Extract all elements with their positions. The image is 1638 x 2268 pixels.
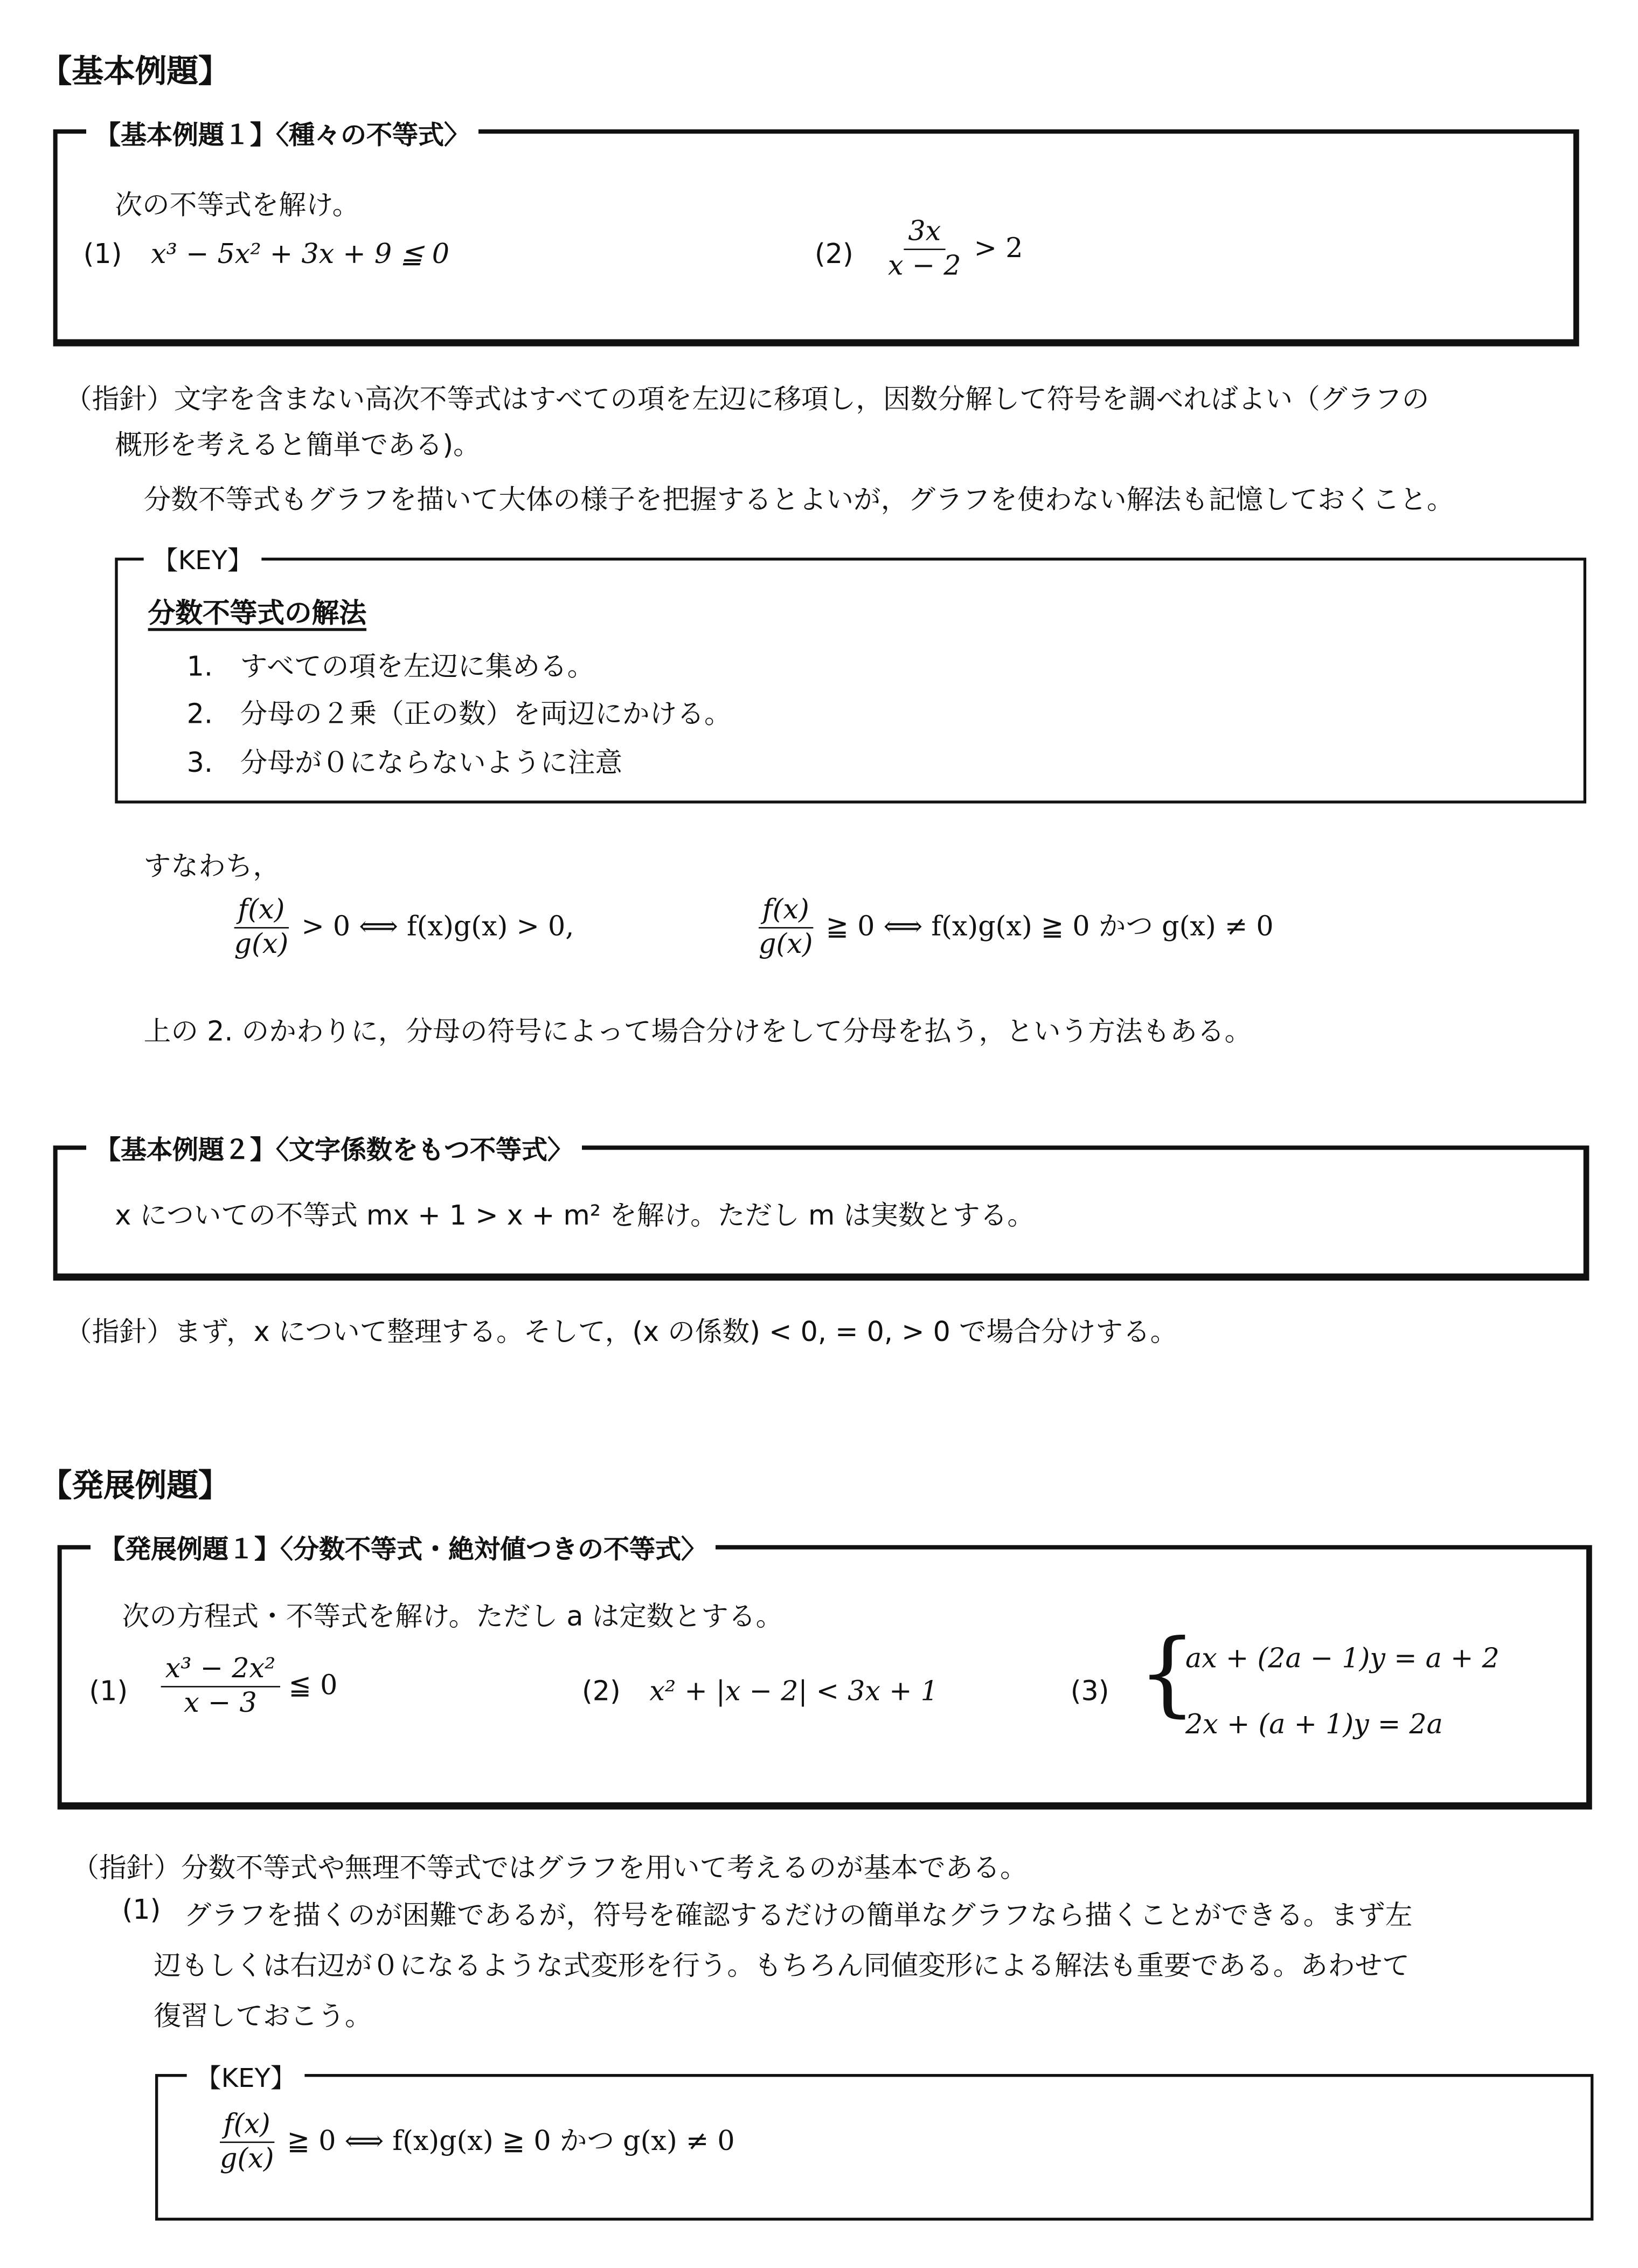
equivalence-a: [230, 894, 574, 961]
key-subtitle: 分数不等式の解法: [148, 598, 367, 630]
advanced-example-1-title: 【発展例題１】〈分数不等式・絶対値つきの不等式〉: [91, 1529, 716, 1566]
hint-sub-label: (1): [122, 1894, 161, 1926]
hint-line: 復習しておこう。: [154, 2001, 372, 2032]
problem-text: x についての不等式 mx + 1 > x + m² を解け。ただし m は実数とする。: [115, 1200, 1035, 1232]
equation-1: ax + (2a − 1)y = a + 2: [1185, 1643, 1500, 1675]
numerator: f(x): [219, 2108, 275, 2142]
basic-example-1-box: [53, 129, 1579, 347]
problem-label: (3): [1070, 1676, 1109, 1708]
equivalence-b: [754, 894, 1274, 961]
rhs: ≧ 0 ⟺ f(x)g(x) ≧ 0 かつ g(x) ≠ 0: [825, 911, 1274, 943]
numerator: f(x): [758, 894, 814, 928]
hint-line: 概形を考えると簡単である)。: [115, 430, 481, 462]
hint-line: （指針）分数不等式や無理不等式ではグラフを用いて考えるのが基本である。: [72, 1852, 1028, 1885]
problem-1-expression: [161, 1653, 338, 1720]
denominator: g(x): [234, 928, 289, 960]
hint-line: 辺もしくは右辺が０になるような式変形を行う。もちろん同値変形による解法も重要である。あわせて: [154, 1950, 1410, 1982]
key-item: 3. 分母が０にならないように注意: [186, 747, 623, 779]
key-label: 【KEY】: [187, 2058, 305, 2096]
section-heading-basic: 【基本例題】: [40, 54, 230, 91]
rhs: > 2: [974, 232, 1023, 265]
numerator: f(x): [234, 894, 289, 928]
alternative-note: 上の 2. のかわりに，分母の符号によって場合分けをして分母を払う，という方法もある。: [143, 1016, 1252, 1048]
problem-label: (1): [83, 238, 122, 271]
numerator: x³ − 2x²: [161, 1653, 280, 1687]
key-label: 【KEY】: [144, 541, 262, 578]
equation-2: 2x + (a + 1)y = 2a: [1185, 1709, 1443, 1741]
hint-line: （指針）まず，x について整理する。そして，(x の係数) < 0, = 0, > 0 で場合分けする。: [65, 1316, 1178, 1349]
problem-label: (1): [89, 1676, 128, 1708]
section-heading-advanced: 【発展例題】: [40, 1469, 230, 1505]
denominator: g(x): [220, 2142, 274, 2175]
key-item: 2. 分母の２乗（正の数）を両辺にかける。: [186, 699, 732, 730]
key-item: 1. すべての項を左辺に集める。: [186, 651, 595, 683]
therefore-text: すなわち，: [143, 850, 281, 883]
basic-example-1-title: 【基本例題１】〈種々の不等式〉: [86, 115, 478, 152]
problem-1-expression: x³ − 5x² + 3x + 9 ≦ 0: [151, 238, 449, 271]
rhs: > 0 ⟺ f(x)g(x) > 0,: [301, 911, 574, 943]
brace-icon: {: [1138, 1621, 1197, 1728]
rhs: ≧ 0 ⟺ f(x)g(x) ≧ 0 かつ g(x) ≠ 0: [287, 2125, 735, 2158]
problem-label: (2): [582, 1676, 621, 1708]
hint-line: グラフを描くのが困難であるが，符号を確認するだけの簡単なグラフなら描くことができる。まず左: [184, 1900, 1413, 1932]
hint-line: 分数不等式もグラフを描いて大体の様子を把握するとよいが，グラフを使わない解法も記憶しておくこと。: [143, 484, 1454, 516]
numerator: 3x: [904, 216, 945, 250]
problem-2-expression: [884, 216, 1023, 282]
denominator: x − 3: [184, 1687, 257, 1719]
basic-example-2-title: 【基本例題２】〈文字係数をもつ不等式〉: [86, 1130, 582, 1167]
key-equivalence: [216, 2108, 735, 2175]
rhs: ≦ 0: [288, 1670, 338, 1702]
problem-label: (2): [815, 238, 853, 271]
denominator: g(x): [759, 928, 813, 960]
instruction: 次の不等式を解け。: [115, 190, 360, 222]
instruction: 次の方程式・不等式を解け。ただし a は定数とする。: [122, 1601, 783, 1633]
hint-line: （指針）文字を含まない高次不等式はすべての項を左辺に移項し，因数分解して符号を調べればよい（グラフの: [65, 384, 1429, 416]
problem-2-expression: x² + |x − 2| < 3x + 1: [649, 1676, 938, 1708]
denominator: x − 2: [888, 250, 961, 282]
